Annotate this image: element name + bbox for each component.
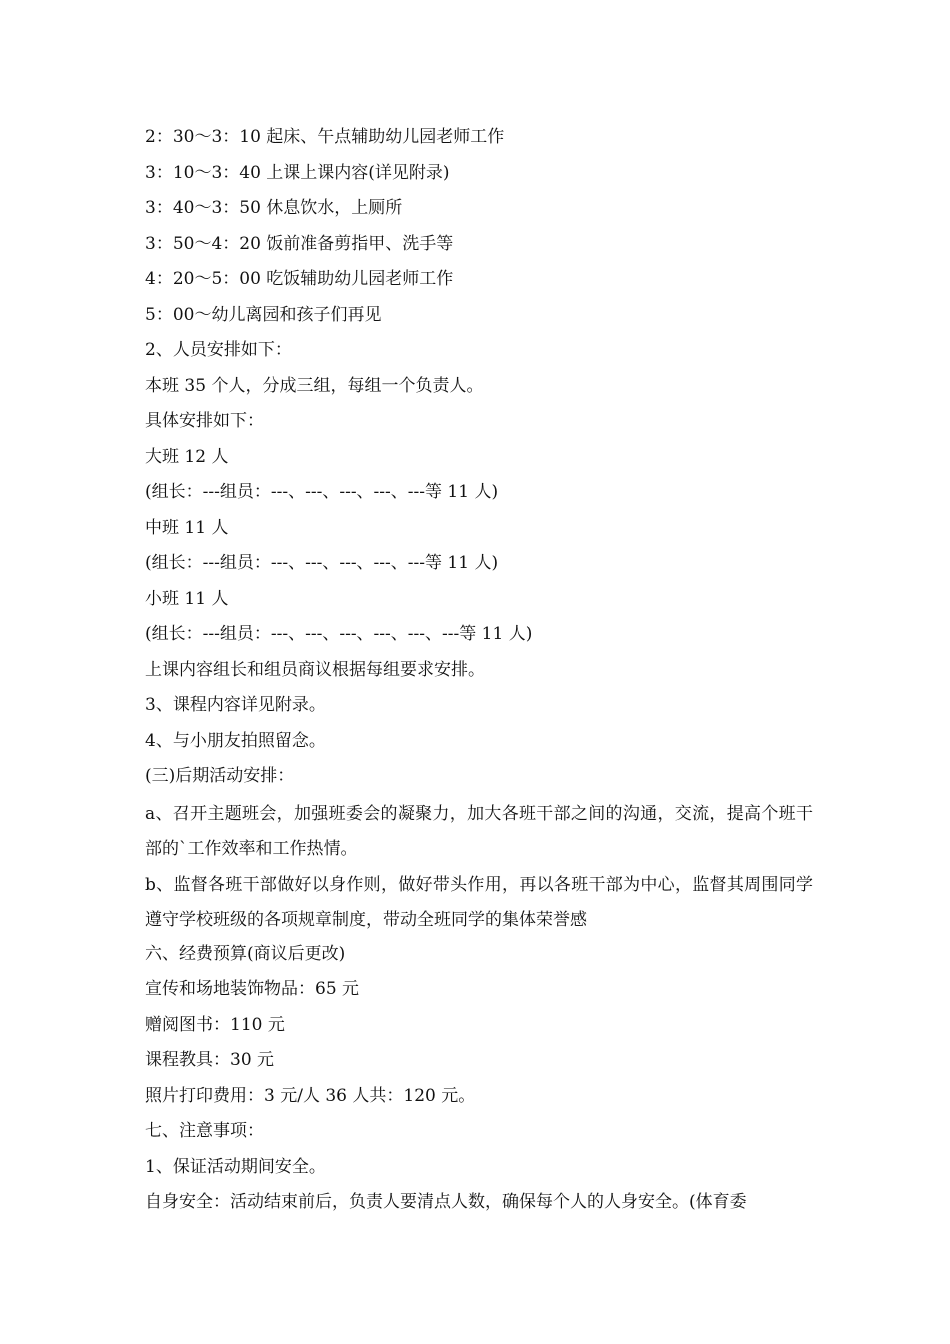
group-large-class: 大班 12 人 — [145, 446, 229, 467]
group-middle-members: (组长：---组员：---、---、---、---、---等 11 人) — [145, 553, 499, 573]
note-personal-safety: 自身安全：活动结束前后，负责人要清点人数，确保每个人的人身安全。(体育委 — [145, 1192, 747, 1212]
section-heading-later-activities: (三)后期活动安排： — [145, 766, 295, 786]
schedule-line-6: 5：00～幼儿离园和孩子们再见 — [145, 304, 382, 325]
paragraph-lesson-content: 上课内容组长和组员商议根据每组要求安排。 — [145, 659, 485, 680]
schedule-line-4: 3：50～4：20 饭前准备剪指甲、洗手等 — [145, 233, 454, 254]
paragraph-class-size: 本班 35 个人，分成三组，每组一个负责人。 — [145, 375, 484, 396]
schedule-line-1: 2：30～3：10 起床、午点辅助幼儿园老师工作 — [145, 127, 505, 147]
budget-item-books: 赠阅图书：110 元 — [145, 1014, 285, 1035]
budget-item-photos: 照片打印费用：3 元/人 36 人共：120 元。 — [145, 1085, 476, 1106]
section-heading-curriculum: 3、课程内容详见附录。 — [145, 695, 326, 715]
section-heading-notes: 七、注意事项： — [145, 1121, 264, 1141]
group-small-class: 小班 11 人 — [145, 588, 229, 609]
schedule-line-3: 3：40～3：50 休息饮水，上厕所 — [145, 198, 403, 218]
budget-item-teaching-aids: 课程教具：30 元 — [145, 1050, 275, 1070]
group-small-members: (组长：---组员：---、---、---、---、---、---等 11 人) — [145, 624, 533, 644]
section-heading-budget: 六、经费预算(商议后更改) — [145, 943, 346, 964]
section-heading-staffing: 2、人员安排如下： — [145, 340, 292, 360]
schedule-line-5: 4：20～5：00 吃饭辅助幼儿园老师工作 — [145, 269, 454, 289]
section-heading-photos: 4、与小朋友拍照留念。 — [145, 730, 326, 751]
schedule-line-2: 3：10～3：40 上课上课内容(详见附录) — [145, 162, 450, 183]
note-safety: 1、保证活动期间安全。 — [145, 1156, 326, 1177]
paragraph-item-b: b、监督各班干部做好以身作则，做好带头作用，再以各班干部为中心，监督其周围同学遵守学校班级的各项规章制度，带动全班同学的集体荣誉感 — [145, 874, 813, 930]
document-body — [145, 122, 813, 1223]
budget-item-decor: 宣传和场地装饰物品：65 元 — [145, 979, 360, 999]
group-middle-class: 中班 11 人 — [145, 517, 229, 538]
group-large-members: (组长：---组员：---、---、---、---、---等 11 人) — [145, 482, 499, 502]
paragraph-item-a: a、召开主题班会，加强班委会的凝聚力，加大各班干部之间的沟通，交流，提高个班干部的`工作效率和工作热情。 — [145, 803, 813, 859]
paragraph-arrangement: 具体安排如下： — [145, 411, 264, 431]
